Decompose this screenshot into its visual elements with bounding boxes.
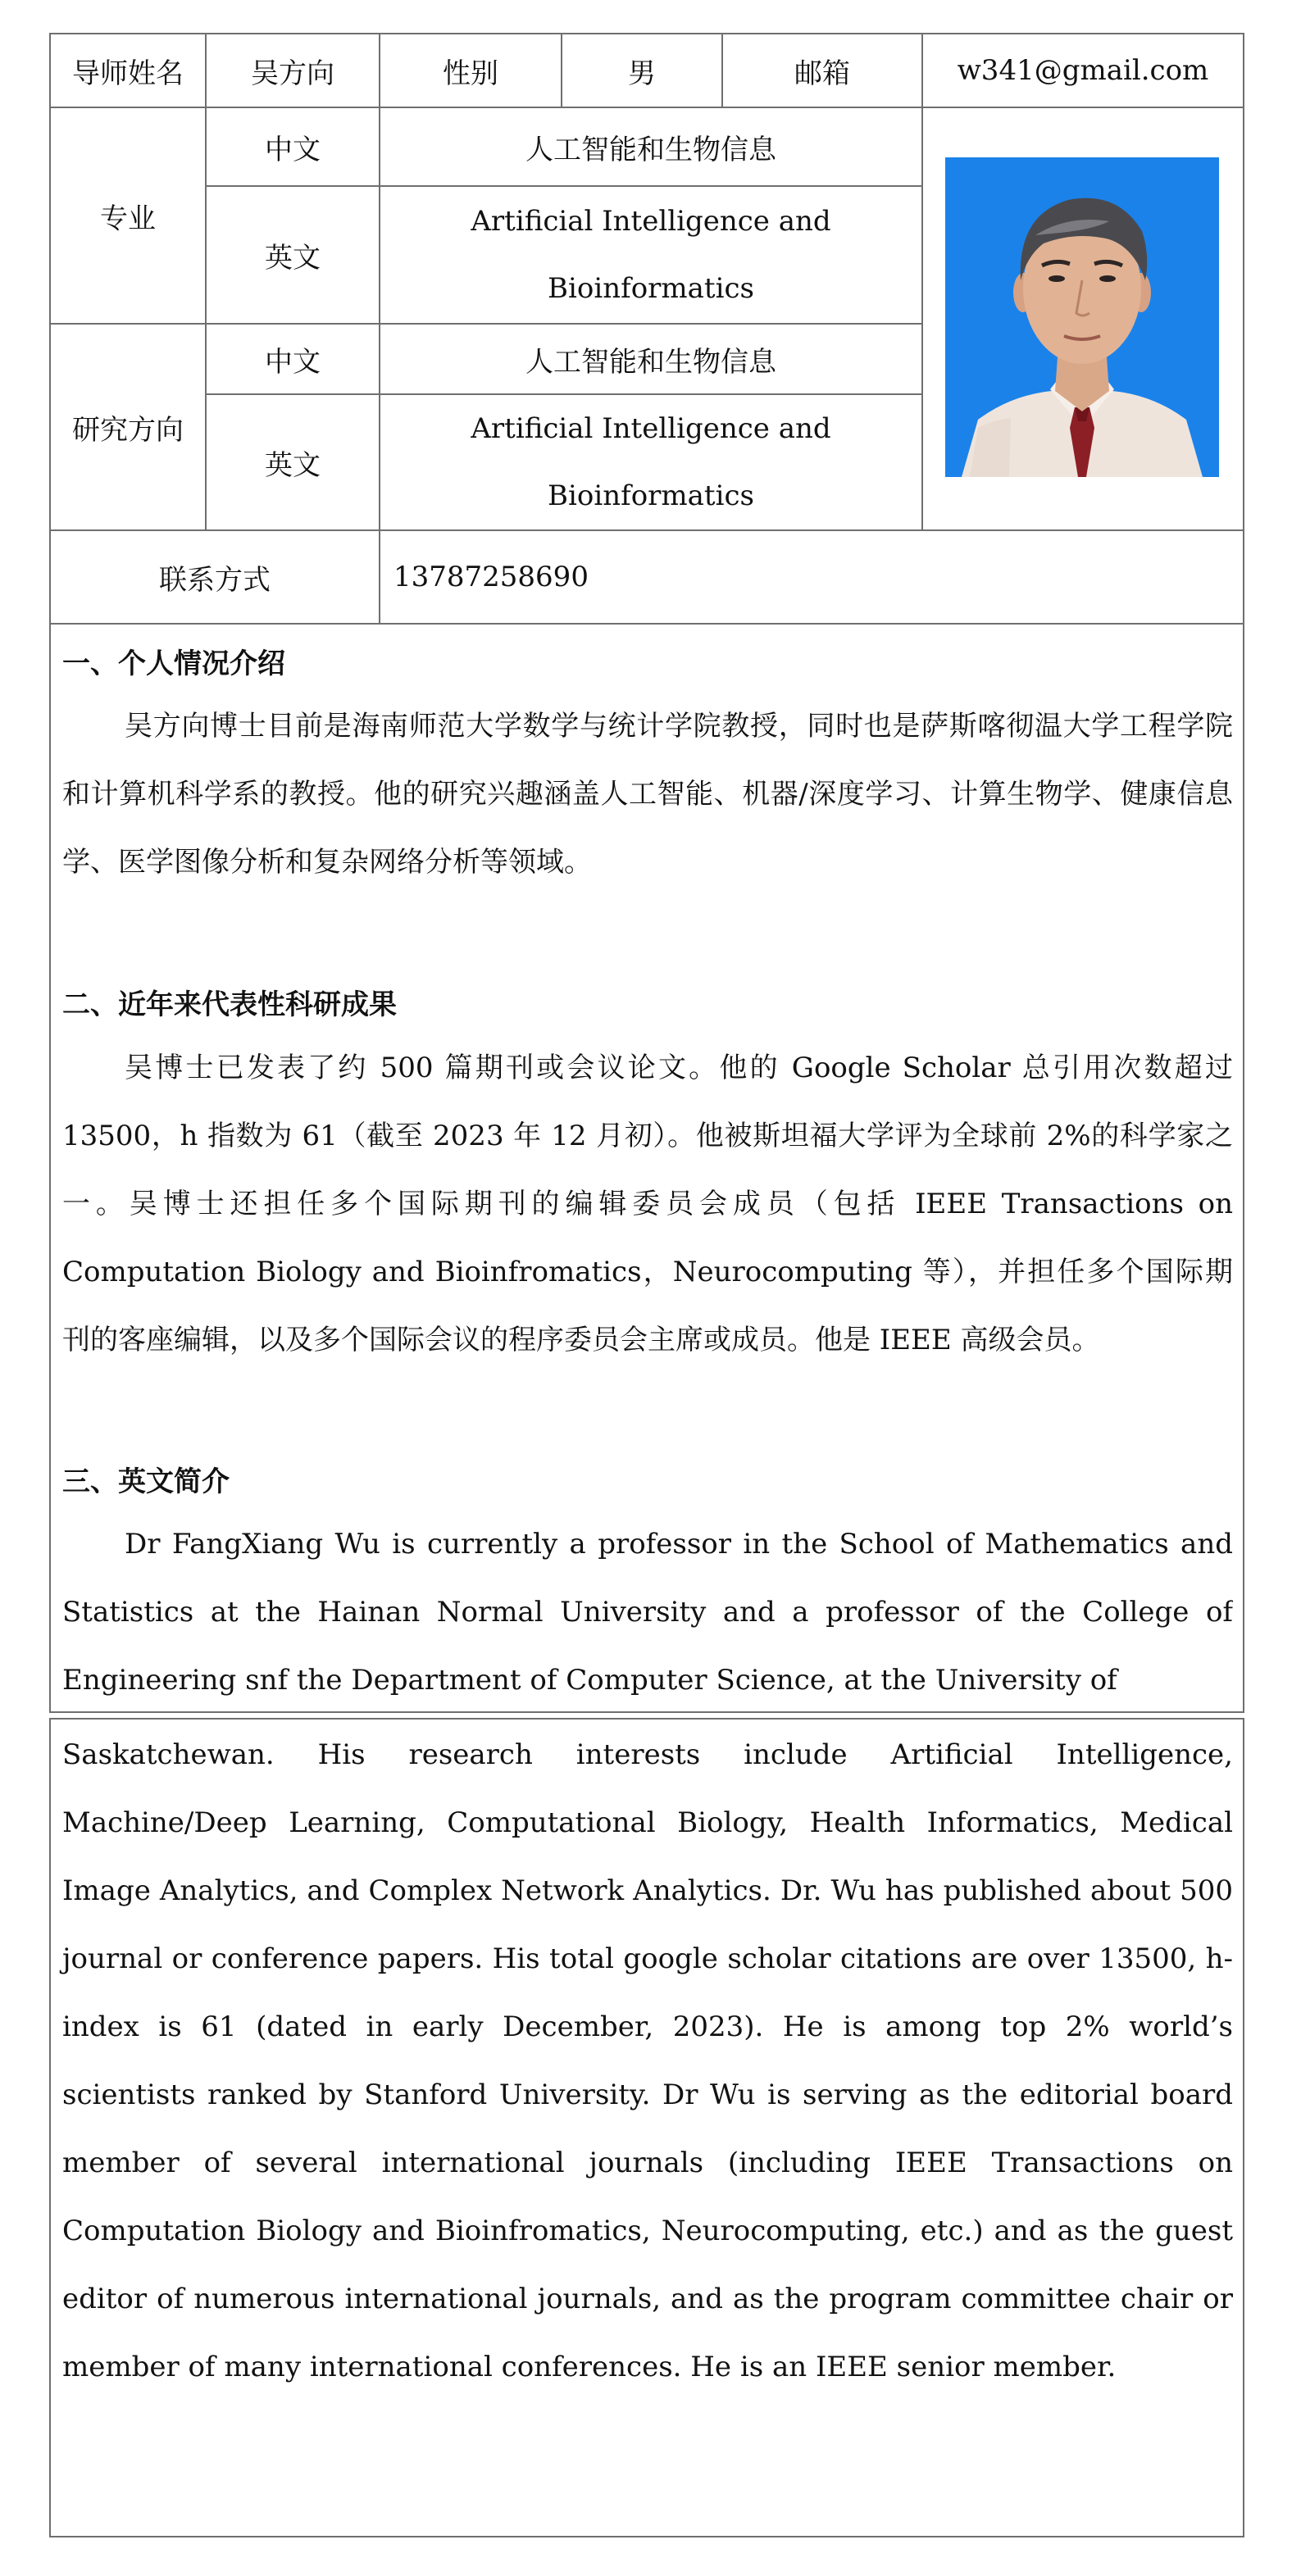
- section3-heading: 三、英文简介: [62, 1465, 230, 1498]
- research-label: 研究方向: [72, 413, 184, 447]
- research-cn-value: 人工智能和生物信息: [525, 345, 776, 379]
- advisor-name-label: 导师姓名: [72, 57, 184, 90]
- table-border-right: [1243, 33, 1244, 1713]
- email-label: 邮箱: [794, 57, 850, 90]
- row-line: [49, 623, 1244, 625]
- section2-body: 吴博士已发表了约 500 篇期刊或会议论文。他的 Google Scholar 总引用次数超过 13500，h 指数为 61（截至 2023 年 12 月初）。他被斯坦福大学评为全球前 2%的科学家之一。吴博士还担任多个国际期刊的编辑委员会成员（包括 IEEE Transactions on Computation Biology and Bioinfromatics，Neurocomputing 等），并担任多个国际期刊的客座编辑，以及多个国际会议的程序委员会主席或成员。他是 IEEE 高级会员。: [62, 1052, 1233, 1356]
- advisor-name-value: 吴方向: [251, 57, 334, 90]
- section1-heading: 一、个人情况介绍: [62, 647, 285, 680]
- page-break-line-2: [49, 1718, 1244, 1720]
- portrait-photo: [945, 157, 1219, 477]
- major-en-value: [380, 187, 921, 323]
- col-line: [921, 33, 923, 531]
- research-en-line1: Artificial Intelligence and: [471, 412, 831, 445]
- major-cn-label: 中文: [265, 133, 321, 166]
- research-en-label: 英文: [265, 448, 321, 482]
- research-en-line2: Bioinformatics: [548, 479, 754, 512]
- research-cn-label: 中文: [265, 345, 321, 379]
- box2-border-right: [1243, 1718, 1244, 2537]
- major-label: 专业: [100, 202, 156, 235]
- section1-body: 吴方向博士目前是海南师范大学数学与统计学院教授，同时也是萨斯喀彻温大学工程学院和计算机科学系的教授。他的研究兴趣涵盖人工智能、机器/深度学习、计算生物学、健康信息学、医学图像分析和复杂网络分析等领域。: [62, 710, 1233, 879]
- section3-body-part2: Saskatchewan. His research interests include Artificial Intelligence, Machine/Deep Learning, Computational Biology, Health Informatics, Medical Image Analytics, and Complex Network Analytics. Dr. Wu has published about 500 journal or conference papers. His total google scholar citations are over 13500, h-index is 61 (dated in early December, 2023). He is among top 2% world’s scientists ranked by Stanford University. Dr Wu is serving as the editorial board member of several international journals (including IEEE Transactions on Computation Biology and Bioinfromatics, Neurocomputing, etc.) and as the guest editor of numerous international journals, and as the program committee chair or member of many international conferences. He is an IEEE senior member.: [62, 1738, 1233, 2383]
- research-en-value: [380, 395, 921, 529]
- section2-heading: 二、近年来代表性科研成果: [62, 988, 397, 1021]
- gender-value: 男: [628, 57, 656, 90]
- portrait-icon: [945, 157, 1219, 477]
- major-cn-value: 人工智能和生物信息: [525, 133, 776, 166]
- box2-border-bottom: [49, 2536, 1244, 2537]
- email-value: w341@gmail.com: [957, 54, 1209, 87]
- major-en-line2: Bioinformatics: [548, 272, 754, 305]
- contact-value: 13787258690: [393, 561, 589, 593]
- section3-body-part1: Dr FangXiang Wu is currently a professor in the School of Mathematics and Statistics at the Hainan Normal University and a professor of the College of Engineering snf the Department of Computer Science, at the University of: [62, 1528, 1233, 1697]
- gender-label: 性别: [443, 57, 498, 90]
- contact-label: 联系方式: [159, 563, 271, 597]
- box2-border-left: [49, 1718, 51, 2537]
- major-en-label: 英文: [265, 241, 321, 275]
- major-en-line1: Artificial Intelligence and: [471, 205, 831, 238]
- page-break-line-1: [49, 1711, 1244, 1713]
